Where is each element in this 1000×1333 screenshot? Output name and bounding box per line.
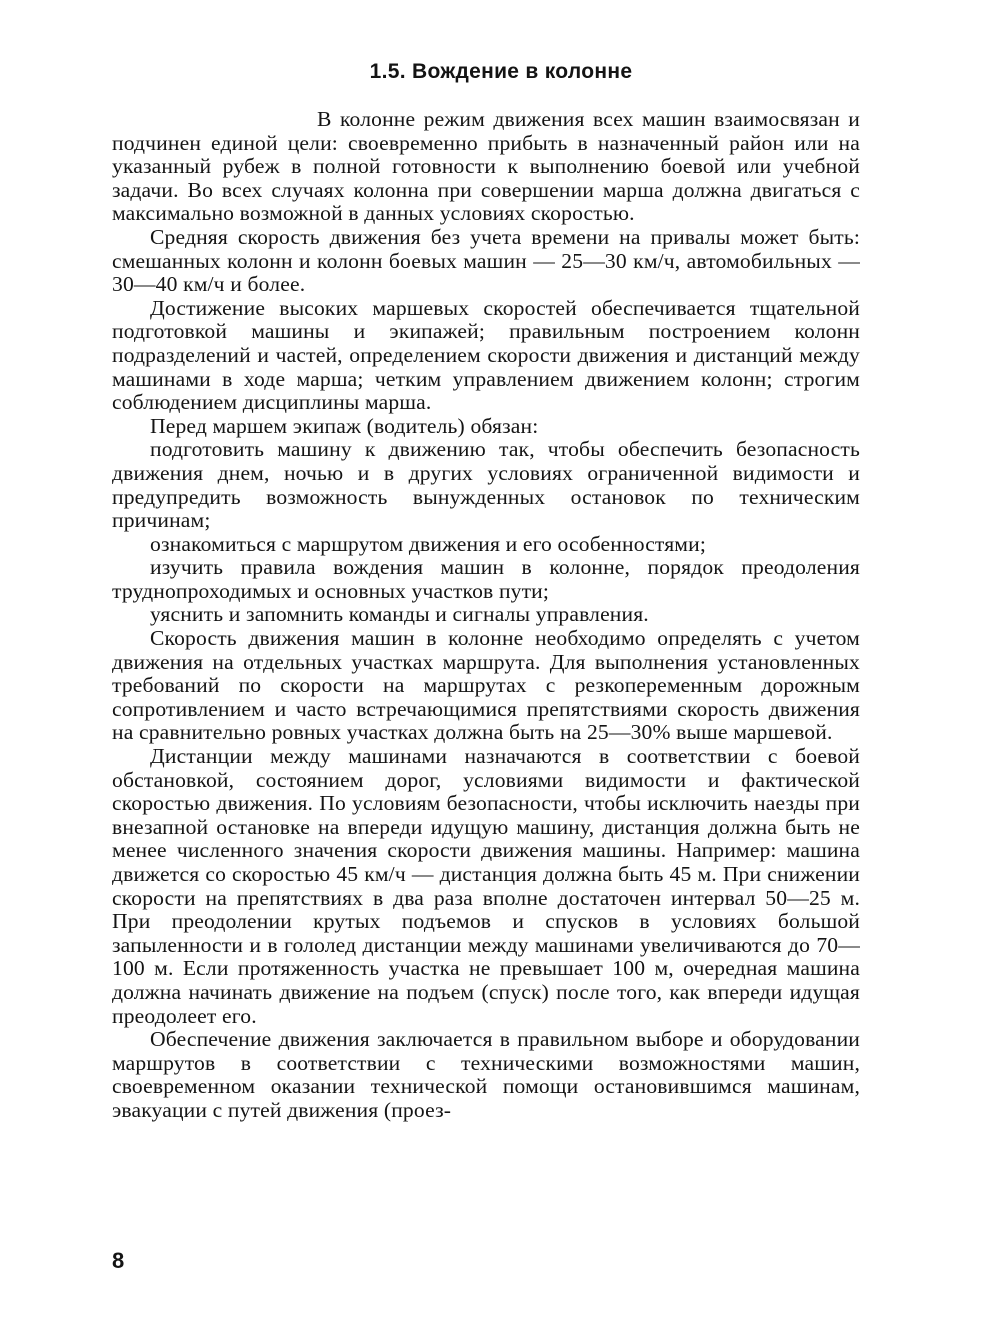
- page-content: [112, 60, 860, 1123]
- paragraph-column-speed: Скорость движения машин в колонне необходимо определять с учетом движения на отдельных участках маршрута. Для выполнения установленных требований по скорости на маршрутах с резкопеременным дорожным сопротивлением и часто встречающимися препятствиями скорость движения на сравнительно ровных участках должна быть на 25—30% выше маршевой.: [112, 626, 860, 745]
- paragraph-high-speeds: Достижение высоких маршевых скоростей обеспечивается тщательной подготовкой машины и экипажей; правильным построением колонн подразделений и частей, определением скорости движения и дистанций между машинами в ходе марша; четким управлением движением колонн; строгим соблюдением дисциплины марша.: [112, 295, 860, 415]
- paragraph-duty-rules: изучить правила вождения машин в колонне, порядок преодоления труднопроходимых и основных участков пути;: [112, 555, 860, 603]
- paragraph-movement-support: Обеспечение движения заключается в правильном выборе и оборудовании маршрутов в соответствии с техническими возможностями машин, своевременном оказании технической помощи остановившимся машинам, эвакуации с путей движения (проез-: [112, 1027, 860, 1122]
- section-title: 1.5. Вождение в колонне: [369, 60, 633, 83]
- page-number: 8: [112, 1248, 125, 1273]
- paragraph-duty-signals: уяснить и запомнить команды и сигналы управления.: [150, 602, 649, 627]
- paragraph-distances: Дистанции между машинами назначаются в соответствии с боевой обстановкой, состоянием дорог, условиями видимости и фактической скоростью движения. По условиям безопасности, чтобы исключить наезды при внезапной остановке на впереди идущую машину, дистанция должна быть не менее численного значения скорости движения машины. Например: машина движется со скоростью 45 км/ч — дистанция должна быть 45 м. При снижении скорости на препятствиях в два раза вполне достаточен интервал 50—25 м. При преодолении крутых подъемов и спусков в условиях большой запыленности и в гололед дистанции между машинами увеличиваются до 70—100 м. Если протяженность участка не превышает 100 м, очередная машина должна начинать движение на подъем (спуск) после того, как впереди идущая преодолеет его.: [112, 744, 860, 1028]
- paragraph-average-speed: Средняя скорость движения без учета времени на привалы может быть: смешанных колонн и колонн боевых машин — 25—30 км/ч, автомобильных — 30—40 км/ч и более.: [112, 224, 860, 297]
- paragraph-duty-prepare: подготовить машину к движению так, чтобы обеспечить безопасность движения днем, ночью и в других условиях ограниченной видимости и предупредить возможность вынужденных остановок по техническим причинам;: [112, 437, 860, 533]
- paragraph-crew-duties-intro: Перед маршем экипаж (водитель) обязан:: [150, 413, 539, 438]
- paragraph-duty-route: ознакомиться с маршрутом движения и его особенностями;: [150, 531, 706, 556]
- paragraph-intro: В колонне режим движения всех машин взаимосвязан и подчинен единой цели: своевременно прибыть в назначенный район или на указанный рубеж в полной готовности к выполнению боевой или учебной задачи. Во всех случаях колонна при совершении марша должна двигаться с максимально возможной в данных условиях скоростью.: [112, 107, 860, 226]
